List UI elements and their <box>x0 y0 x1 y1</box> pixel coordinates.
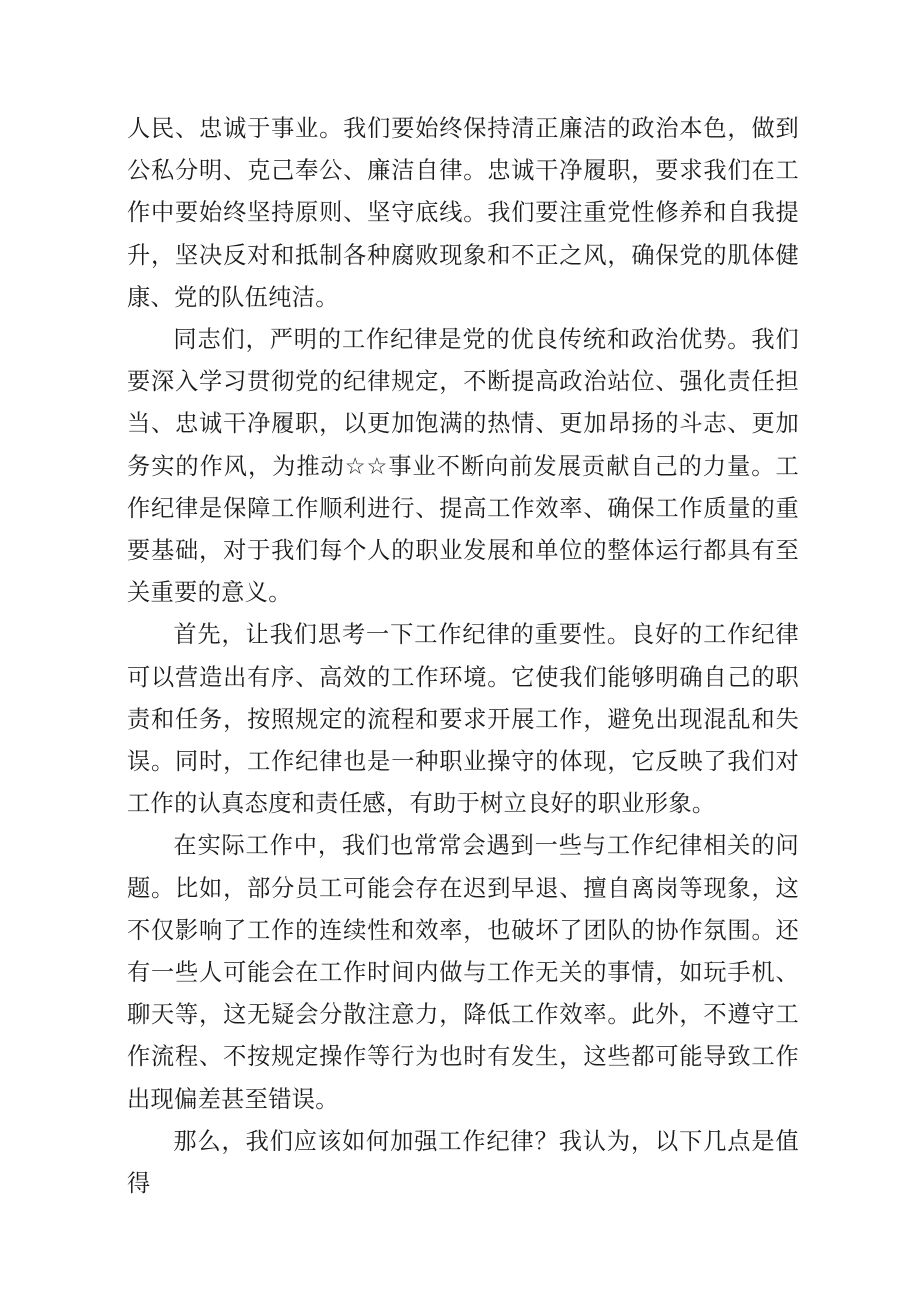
paragraph-1: 人民、忠诚于事业。我们要始终保持清正廉洁的政治本色，做到公私分明、克己奉公、廉洁自律。忠诚干净履职，要求我们在工作中要始终坚持原则、坚守底线。我们要注重党性修养和自我提升，坚决反对和抵制各种腐败现象和不正之风，确保党的肌体健康、党的队伍纯洁。 <box>127 115 799 311</box>
paragraph-3: 首先，让我们思考一下工作纪律的重要性。良好的工作纪律可以营造出有序、高效的工作环境。它使我们能够明确自己的职责和任务，按照规定的流程和要求开展工作，避免出现混乱和失误。同时，工作纪律也是一种职业操守的体现，它反映了我们对工作的认真态度和责任感，有助于树立良好的职业形象。 <box>127 621 799 818</box>
paragraph-4: 在实际工作中，我们也常常会遇到一些与工作纪律相关的问题。比如，部分员工可能会存在迟到早退、擅自离岗等现象，这不仅影响了工作的连续性和效率，也破坏了团队的协作氛围。还有一些人可能会在工作时间内做与工作无关的事情，如玩手机、聊天等，这无疑会分散注意力，降低工作效率。此外，不遵守工作流程、不按规定操作等行为也时有发生，这些都可能导致工作出现偏差甚至错误。 <box>127 832 799 1113</box>
paragraph-2: 同志们，严明的工作纪律是党的优良传统和政治优势。我们要深入学习贯彻党的纪律规定，不断提高政治站位、强化责任担当、忠诚干净履职，以更加饱满的热情、更加昂扬的斗志、更加务实的作风，为推动☆☆事业不断向前发展贡献自己的力量。工作纪律是保障工作顺利进行、提高工作效率、确保工作质量的重要基础，对于我们每个人的职业发展和单位的整体运行都具有至关重要的意义。 <box>127 326 799 607</box>
document-body <box>127 108 799 1205</box>
paragraph-5: 那么，我们应该如何加强工作纪律？我认为，以下几点是值得 <box>127 1127 799 1198</box>
